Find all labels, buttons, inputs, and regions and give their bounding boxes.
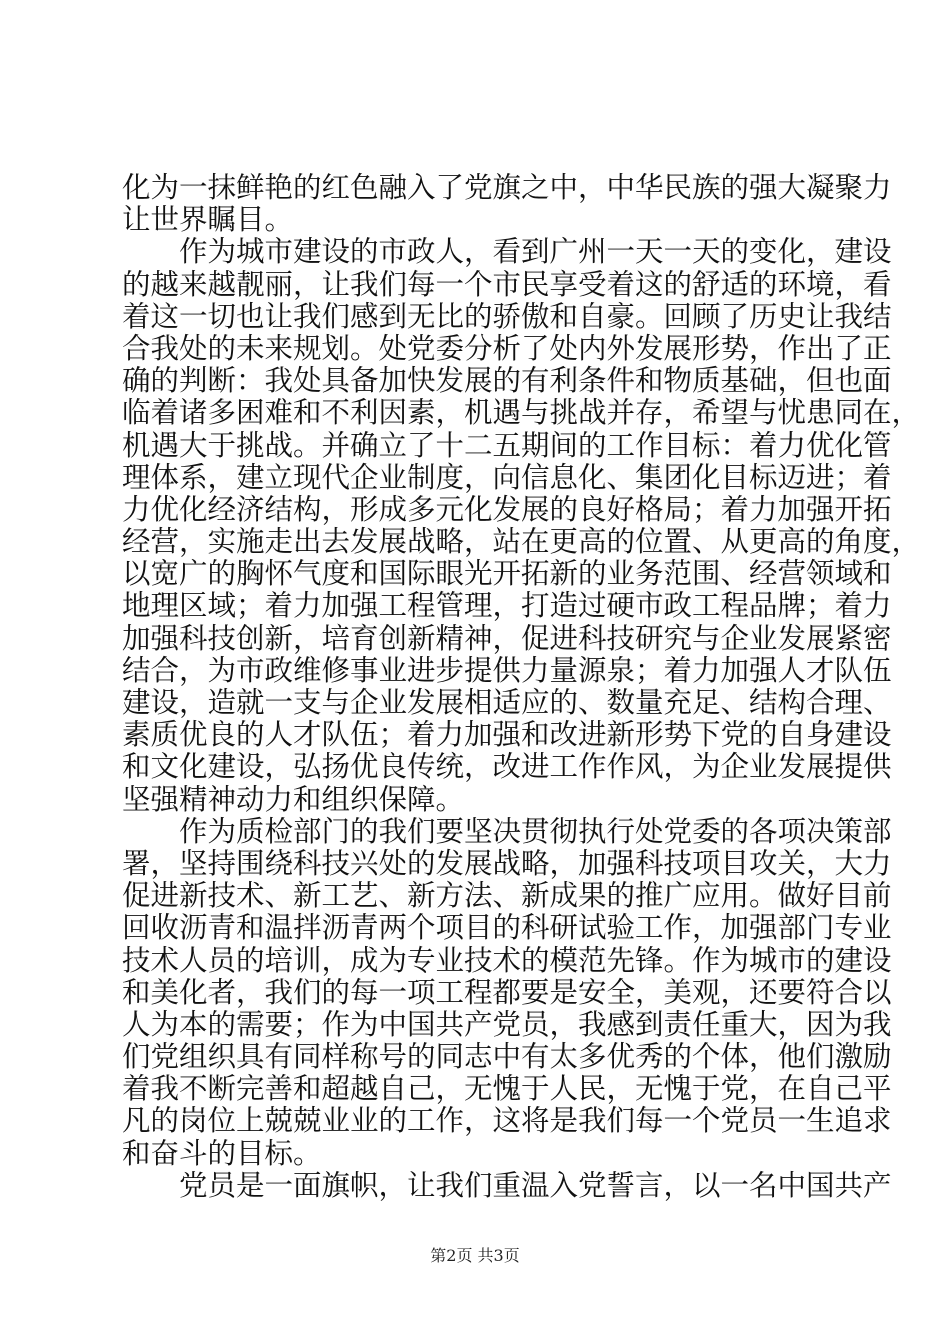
- paragraph: [122, 235, 921, 816]
- text-line: 作为质检部门的我们要坚决贯彻执行处党委的各项决策部: [179, 814, 892, 848]
- text-line: 着这一切也让我们感到无比的骄傲和自豪。回顾了历史让我结: [122, 299, 892, 333]
- document-body: [122, 171, 921, 1202]
- text-line: 地理区域；着力加强工程管理，打造过硬市政工程品牌；着力: [122, 589, 892, 623]
- text-line: 人为本的需要；作为中国共产党员，我感到责任重大，因为我: [122, 1007, 892, 1041]
- text-line: 回收沥青和温拌沥青两个项目的科研试验工作，加强部门专业: [122, 911, 892, 945]
- paragraph: [122, 1168, 892, 1202]
- text-line: 促进新技术、新工艺、新方法、新成果的推广应用。做好目前: [122, 879, 892, 913]
- paragraph: [122, 171, 892, 237]
- text-line: 临着诸多困难和不利因素，机遇与挑战并存，希望与忧患同在，: [122, 396, 921, 430]
- text-line: 让世界瞩目。: [122, 203, 294, 237]
- text-line: 们党组织具有同样称号的同志中有太多优秀的个体，他们激励: [122, 1040, 892, 1074]
- text-line: 和美化者，我们的每一项工程都要是安全，美观，还要符合以: [122, 975, 892, 1009]
- text-line: 理体系，建立现代企业制度，向信息化、集团化目标迈进；着: [122, 460, 892, 494]
- text-line: 经营，实施走出去发展战略，站在更高的位置、从更高的角度，: [122, 525, 921, 559]
- text-line: 和奋斗的目标。: [122, 1136, 322, 1170]
- text-line: 建设，造就一支与企业发展相适应的、数量充足、结构合理、: [122, 686, 892, 719]
- text-line: 凡的岗位上兢兢业业的工作，这将是我们每一个党员一生追求: [122, 1104, 892, 1138]
- text-line: 确的判断：我处具备加快发展的有利条件和物质基础，但也面: [122, 364, 892, 398]
- text-line: 党员是一面旗帜，让我们重温入党誓言，以一名中国共产: [179, 1168, 892, 1202]
- page-number: 第2页 共3页: [430, 1246, 520, 1265]
- text-line: 机遇大于挑战。并确立了十二五期间的工作目标：着力优化管: [122, 428, 892, 462]
- text-line: 和文化建设，弘扬优良传统，改进工作作风，为企业发展提供: [122, 750, 892, 784]
- text-line: 加强科技创新，培育创新精神，促进科技研究与企业发展紧密: [122, 621, 892, 655]
- text-line: 坚强精神动力和组织保障。: [122, 782, 465, 816]
- text-line: 合我处的未来规划。处党委分析了处内外发展形势，作出了正: [122, 331, 892, 365]
- text-line: 素质优良的人才队伍；着力加强和改进新形势下党的自身建设: [122, 718, 892, 752]
- text-line: 署，坚持围绕科技兴处的发展战略，加强科技项目攻关，大力: [122, 846, 892, 880]
- text-line: 着我不断完善和超越自己，无愧于人民，无愧于党，在自己平: [122, 1072, 892, 1106]
- paragraph: [122, 814, 892, 1170]
- text-line: 化为一抹鲜艳的红色融入了党旗之中，中华民族的强大凝聚力: [122, 171, 892, 204]
- text-line: 力优化经济结构，形成多元化发展的良好格局；着力加强开拓: [122, 492, 892, 526]
- text-line: 作为城市建设的市政人，看到广州一天一天的变化，建设: [179, 235, 892, 269]
- text-line: 技术人员的培训，成为专业技术的模范先锋。作为城市的建设: [122, 943, 892, 977]
- text-line: 以宽广的胸怀气度和国际眼光开拓新的业务范围、经营领域和: [122, 557, 892, 591]
- text-line: 结合，为市政维修事业进步提供力量源泉；着力加强人才队伍: [122, 653, 892, 687]
- text-line: 的越来越靓丽，让我们每一个市民享受着这的舒适的环境，看: [122, 267, 892, 301]
